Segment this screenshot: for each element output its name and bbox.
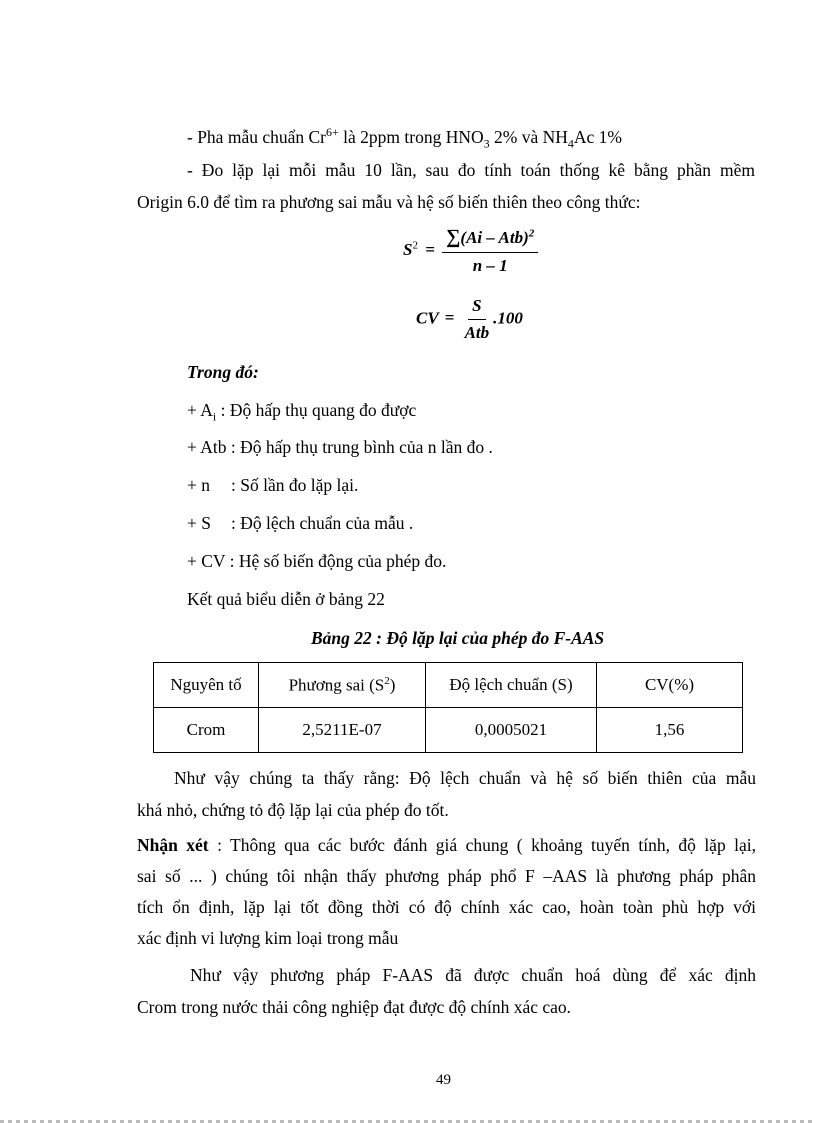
- cv-fraction: [461, 296, 494, 343]
- fraction-numerator: [442, 226, 538, 253]
- text-segment: + A: [187, 400, 213, 420]
- conclusion-line-2: khá nhỏ, chứng tỏ độ lặp lại của phép đo tốt.: [137, 800, 449, 820]
- formula-eq: =: [425, 239, 435, 259]
- symbol: + n: [187, 475, 210, 495]
- definition-atb: + Atb : Độ hấp thụ trung bình của n lần đo .: [187, 437, 493, 457]
- table-header-row: [154, 663, 743, 708]
- variance-formula: [403, 226, 538, 276]
- remark-line-4: xác định vi lượng kim loại trong mẫu: [137, 928, 399, 948]
- numerator-text: (Ai – Atb): [460, 228, 529, 247]
- text-segment: ): [389, 675, 396, 695]
- text-segment: Ac 1%: [573, 126, 622, 147]
- definition-cv: + CV : Hệ số biến động của phép đo.: [187, 551, 447, 571]
- cell-variance: 2,5211E-07: [259, 708, 426, 753]
- cell-std-dev: 0,0005021: [426, 708, 597, 753]
- formula-sup: 2: [412, 239, 418, 252]
- page-number: 49: [436, 1072, 451, 1088]
- superscript: 6+: [326, 125, 339, 139]
- cv-formula: [416, 296, 523, 343]
- text-segment: : Số lần đo lặp lại.: [231, 475, 359, 495]
- superscript: 2: [384, 674, 390, 687]
- header-variance: [259, 663, 426, 708]
- subscript: 4: [567, 136, 574, 151]
- text-segment: : Độ lệch chuẩn của mẫu .: [231, 513, 414, 533]
- sample-prep-line: [187, 122, 622, 153]
- result-text: Kết quả biểu diễn ở bảng 22: [187, 589, 385, 609]
- cell-element: Crom: [154, 708, 259, 753]
- text-segment: Phương sai (S: [288, 675, 385, 695]
- method-line-1: - Đo lặp lại mỗi mẫu 10 lần, sau đo tính toán thống kê bằng phần mềm: [187, 160, 755, 180]
- formula-eq: =: [444, 308, 455, 328]
- numerator-sup: 2: [528, 227, 535, 240]
- sum-symbol: ∑: [446, 226, 461, 248]
- fraction-denominator: n – 1: [472, 256, 508, 275]
- formula-lhs: CV: [416, 308, 439, 328]
- conclusion-line-1: Như vậy chúng ta thấy rằng: Độ lệch chuẩn và hệ số biến thiên của mẫu: [174, 768, 756, 788]
- text-segment: : Thông qua các bước đánh giá chung ( khoảng tuyến tính, độ lặp lại,: [208, 835, 756, 855]
- symbol: + S: [187, 513, 211, 533]
- table-row: [154, 708, 743, 753]
- subscript: i: [212, 409, 217, 424]
- definition-ai: [187, 400, 416, 427]
- text-segment: 2% và NH: [489, 126, 568, 147]
- cell-cv: 1,56: [597, 708, 743, 753]
- remark-line-3: tích ổn định, lặp lại tốt đồng thời có độ chính xác cao, hoàn toàn phù hợp với: [137, 897, 756, 917]
- method-line-2: Origin 6.0 để tìm ra phương sai mẫu và hệ số biến thiên theo công thức:: [137, 192, 641, 212]
- header-std-dev: Độ lệch chuẩn (S): [426, 663, 597, 708]
- text-segment: : Độ hấp thụ quang đo được: [216, 400, 417, 420]
- subscript: 3: [483, 136, 490, 151]
- final-line-1: Như vậy phương pháp F-AAS đã được chuẩn hoá dùng để xác định: [190, 965, 756, 985]
- fraction-numerator: S: [468, 296, 485, 320]
- fraction-denominator: Atb: [464, 323, 490, 342]
- where-heading: Trong đó:: [187, 362, 259, 382]
- final-line-2: Crom trong nước thải công nghiệp đạt được độ chính xác cao.: [137, 997, 572, 1017]
- results-table: [153, 662, 743, 753]
- header-element: Nguyên tố: [154, 663, 259, 708]
- definition-n: [187, 475, 358, 495]
- remark-line-2: sai số ... ) chúng tôi nhận thấy phương pháp phổ F –AAS là phương pháp phân: [137, 866, 756, 886]
- text-segment: - Pha mẫu chuẩn Cr: [187, 126, 326, 147]
- formula-lhs: S: [403, 239, 413, 259]
- variance-fraction: [442, 226, 538, 276]
- remark-line-1: [137, 835, 756, 855]
- text-segment: là 2ppm trong HNO: [338, 126, 484, 147]
- header-cv: CV(%): [597, 663, 743, 708]
- definition-s: [187, 513, 413, 533]
- formula-tail: .100: [493, 308, 523, 328]
- remark-label: Nhận xét: [137, 835, 209, 855]
- table-caption: Bảng 22 : Độ lặp lại của phép đo F-AAS: [311, 628, 605, 648]
